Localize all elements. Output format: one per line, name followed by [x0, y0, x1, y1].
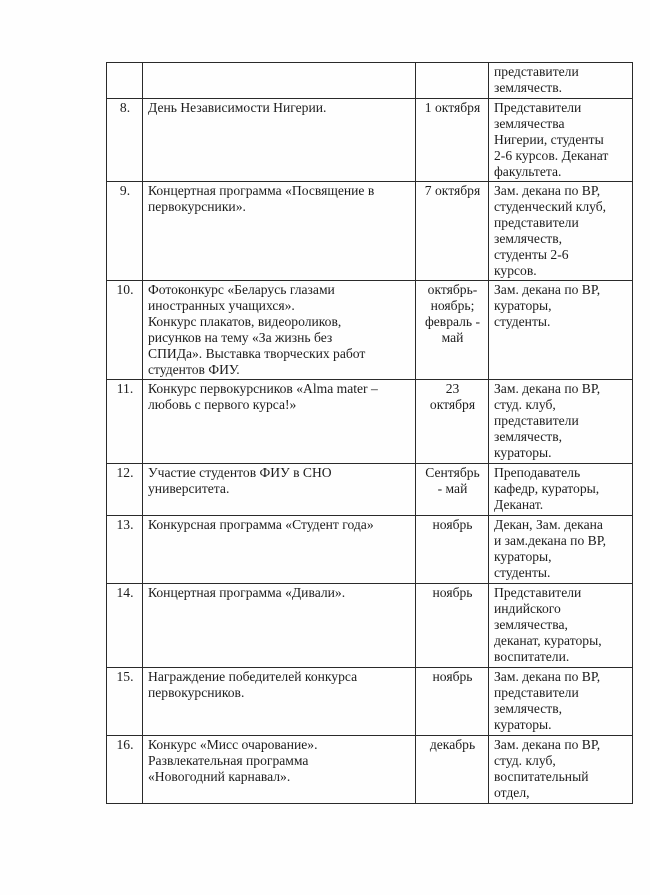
event-name: Фотоконкурс «Беларусь глазами иностранных учащихся». Конкурс плакатов, видеороликов, рисунков на тему «За жизнь без СПИДа». Выставка творческих работ студентов ФИУ.: [143, 281, 416, 380]
row-number: 11.: [107, 380, 143, 464]
events-table: [106, 62, 633, 804]
event-date: Сентябрь - май: [416, 464, 489, 516]
table-row: [107, 516, 633, 584]
event-date: ноябрь: [416, 516, 489, 584]
row-number: 9.: [107, 182, 143, 281]
event-date: 23 октября: [416, 380, 489, 464]
event-name: Конкурс «Мисс очарование». Развлекательная программа «Новогодний карнавал».: [143, 736, 416, 804]
event-name: Концертная программа «Дивали».: [143, 584, 416, 668]
events-table-body: [107, 63, 633, 804]
event-name: День Независимости Нигерии.: [143, 99, 416, 182]
table-row: [107, 99, 633, 182]
event-date: ноябрь: [416, 584, 489, 668]
responsible-persons: Представители землячества Нигерии, студенты 2-6 курсов. Деканат факультета.: [489, 99, 633, 182]
event-name: Концертная программа «Посвящение в первокурсники».: [143, 182, 416, 281]
row-number: 8.: [107, 99, 143, 182]
row-number: 10.: [107, 281, 143, 380]
table-row: [107, 584, 633, 668]
table-row: [107, 182, 633, 281]
event-date: 1 октября: [416, 99, 489, 182]
event-name: Участие студентов ФИУ в СНО университета.: [143, 464, 416, 516]
table-row: [107, 668, 633, 736]
table-row: [107, 63, 633, 99]
table-row: [107, 736, 633, 804]
event-date: [416, 63, 489, 99]
responsible-persons: Зам. декана по ВР, студ. клуб, воспитательный отдел,: [489, 736, 633, 804]
table-row: [107, 281, 633, 380]
row-number: 15.: [107, 668, 143, 736]
row-number: 13.: [107, 516, 143, 584]
responsible-persons: Декан, Зам. декана и зам.декана по ВР, кураторы, студенты.: [489, 516, 633, 584]
responsible-persons: представители землячеств.: [489, 63, 633, 99]
event-date: ноябрь: [416, 668, 489, 736]
event-date: 7 октября: [416, 182, 489, 281]
row-number: [107, 63, 143, 99]
row-number: 16.: [107, 736, 143, 804]
row-number: 14.: [107, 584, 143, 668]
responsible-persons: Представители индийского землячества, деканат, кураторы, воспитатели.: [489, 584, 633, 668]
responsible-persons: Зам. декана по ВР, представители землячеств, кураторы.: [489, 668, 633, 736]
responsible-persons: Зам. декана по ВР, студенческий клуб, представители землячеств, студенты 2-6 курсов.: [489, 182, 633, 281]
table-row: [107, 380, 633, 464]
event-name: Награждение победителей конкурса первокурсников.: [143, 668, 416, 736]
event-name: [143, 63, 416, 99]
responsible-persons: Зам. декана по ВР, кураторы, студенты.: [489, 281, 633, 380]
table-row: [107, 464, 633, 516]
event-name: Конкурсная программа «Студент года»: [143, 516, 416, 584]
event-date: октябрь- ноябрь; февраль - май: [416, 281, 489, 380]
event-date: декабрь: [416, 736, 489, 804]
row-number: 12.: [107, 464, 143, 516]
event-name: Конкурс первокурсников «Alma mater – любовь с первого курса!»: [143, 380, 416, 464]
responsible-persons: Преподаватель кафедр, кураторы, Деканат.: [489, 464, 633, 516]
responsible-persons: Зам. декана по ВР, студ. клуб, представители землячеств, кураторы.: [489, 380, 633, 464]
